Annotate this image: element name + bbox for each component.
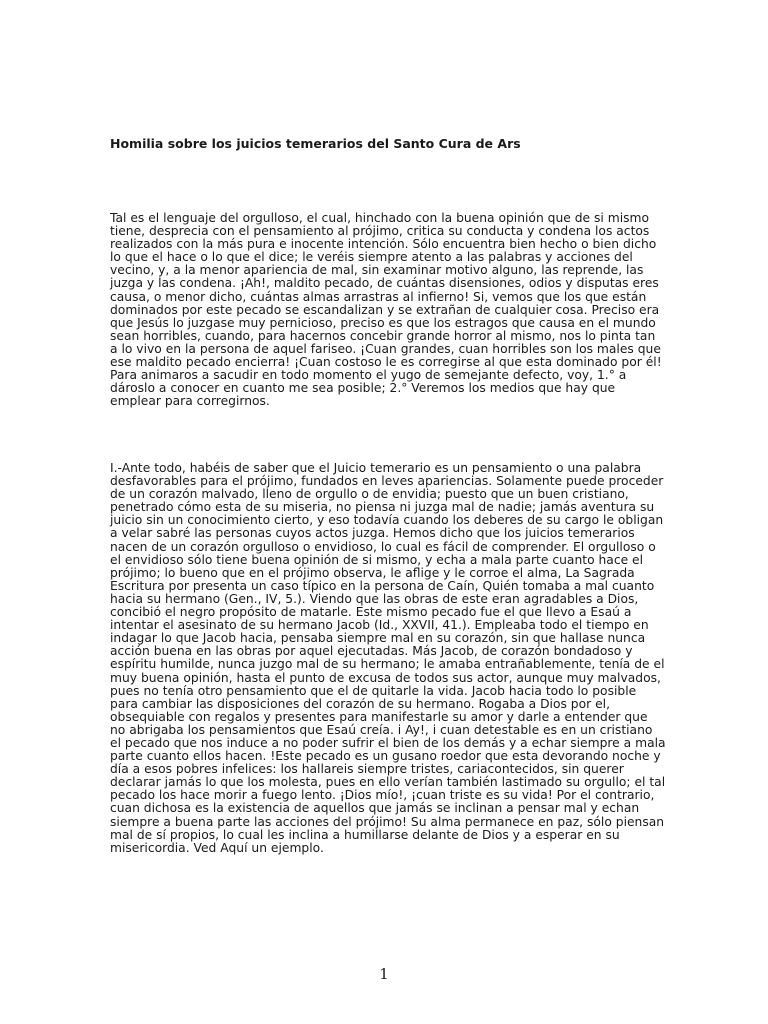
page-number: 1 <box>379 965 389 983</box>
document-title: Homilia sobre los juicios temerarios del Santo Cura de Ars <box>110 136 521 151</box>
paragraph-intro: Tal es el lenguaje del orgulloso, el cual, hinchado con la buena opinión que de si mismo tiene, desprecia con el pensamiento al prójimo, critica su conducta y condena los actos realizados con la más pura e inocente intención. Sólo encuentra bien hecho o bien dicho lo que el hace o lo que el dice; le veréis siempre atento a las palabras y acciones del vecino, y, a la menor apariencia de mal, sin examinar motivo alguno, las reprende, las juzga y las condena. ¡Ah!, maldito pecado, de cuántas disensiones, odios y disputas eres causa, o menor dicho, cuántas almas arrastras al infierno! Si, vemos que los que están dominados por este pecado se escandalizan y se extrañan de cualquier cosa. Preciso era que Jesús lo juzgase muy pernicioso, preciso es que los estragos que causa en el mundo sean horribles, cuando, para hacernos concebir grande horror al mismo, nos lo pinta tan a lo vivo en la persona de aquel fariseo. ¡Cuan grandes, cuan horribles son los males que ese maldito pecado encierra! ¡Cuan costoso le es corregirse al que esta dominado por él! Para animaros a sacudir en todo momento el yugo de semejante defecto, voy, 1.° a dároslo a conocer en cuanto me sea posible; 2.° Veremos los medios que hay que emplear para corregirnos. <box>110 211 662 409</box>
paragraph-section-1: I.-Ante todo, habéis de saber que el Juicio temerario es un pensamiento o una palabra desfavorables para el prójimo, fundados en leves apariencias. Solamente puede proceder de un corazón malvado, lleno de orgullo o de envidia; puesto que un buen cristiano, penetrado cómo esta de su miseria, no piensa ni juzga mal de nadie; jamás aventura su juicio sin un conocimiento cierto, y eso todavía cuando los deberes de su cargo le obligan a velar sabré las personas cuyos actos juzga. Hemos dicho que los juicios temerarios nacen de un corazón orgulloso o envidioso, lo cual es fácil de comprender. El orgulloso o el envidioso sólo tiene buena opinión de si mismo, y echa a mala parte cuanto hace el prójimo; lo bueno que en el prójimo observa, le aflige y le corroe el alma, La Sagrada Escritura por presenta un caso típico en la persona de Caín, Quién tomaba a mal cuanto hacia su hermano (Gen., IV, 5.). Viendo que las obras de este eran agradables a Dios, concibió el negro propósito de matarle. Este mismo pecado fue el que llevo a Esaú a intentar el asesinato de su hermano Jacob (Id., XXVII, 41.). Empleaba todo el tiempo en indagar lo que Jacob hacia, pensaba siempre mal en su corazón, sin que hallase nunca acción buena en las obras por aquel ejecutadas. Más Jacob, de corazón bondadoso y espíritu humilde, nunca juzgo mal de su hermano; le amaba entrañablemente, tenía de el muy buena opinión, hasta el punto de excusa de todos sus actor, aunque muy malvados, pues no tenía otro pensamiento que el de quitarle la vida. Jacob hacia todo lo posible para cambiar las disposiciones del corazón de su hermano. Rogaba a Dios por el, obsequiable con regalos y presentes para manifestarle su amor y darle a entender que no abrigaba los pensamientos que Esaú creía. i Ay!, i cuan detestable es en un cristiano el pecado que nos induce a no poder sufrir el bien de los demás y a echar siempre a mala parte cuanto ellos hacen. !Este pecado es un gusano roedor que esta devorando noche y día a esos pobres infelices: los hallareis siempre tristes, cariacontecidos, sin querer declarar jamás lo que los molesta, pues en ello verían también lastimado su orgullo; el tal pecado los hace morir a fuego lento. ¡Dios mío!, ¡cuan triste es su vida! Por el contrario, cuan dichosa es la existencia de aquellos que jamás se inclinan a pensar mal y echan siempre a buena parte las acciones del prójimo! Su alma permanece en paz, sólo piensan mal de sí propios, lo cual les inclina a humillarse delante de Dios y a esperar en su misericordia. Ved Aquí un ejemplo. <box>110 461 666 855</box>
